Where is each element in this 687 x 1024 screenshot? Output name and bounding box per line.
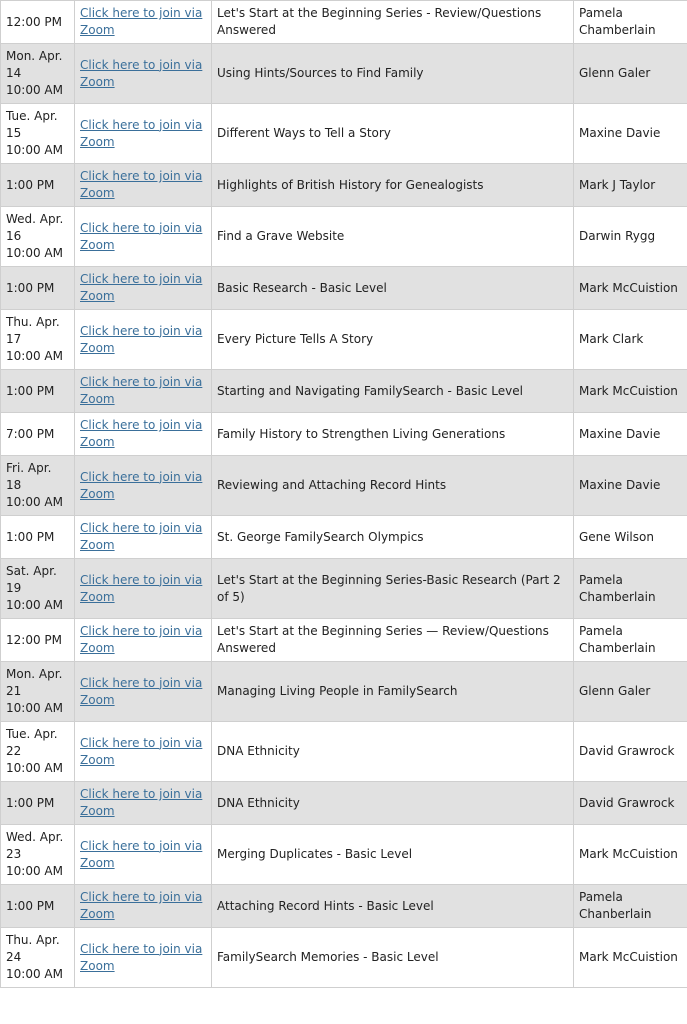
session-time — [1, 104, 75, 164]
session-time-line: Tue. Apr. — [6, 109, 58, 123]
session-title: Reviewing and Attaching Record Hints — [212, 456, 574, 516]
session-time — [1, 370, 75, 413]
zoom-join-link[interactable]: Click here to join via Zoom — [80, 675, 203, 707]
session-time-line: 12:00 PM — [6, 14, 62, 29]
presenter-name: Maxine Davie — [574, 456, 687, 516]
presenter-name: Mark J Taylor — [574, 164, 687, 207]
zoom-join-link[interactable]: Click here to join via Zoom — [80, 117, 203, 149]
schedule-row — [1, 722, 687, 782]
zoom-join-link[interactable]: Click here to join via Zoom — [80, 521, 203, 552]
zoom-join-link[interactable]: Click here to join via Zoom — [80, 787, 203, 818]
zoom-join-link[interactable]: Click here to join via Zoom — [80, 323, 203, 355]
zoom-link-cell — [75, 310, 212, 370]
zoom-link-cell — [75, 370, 212, 413]
zoom-link-cell — [75, 456, 212, 516]
zoom-link-cell — [75, 782, 212, 825]
zoom-link-cell — [75, 207, 212, 267]
zoom-link-cell — [75, 559, 212, 619]
presenter-name: Pamela Chamberlain — [574, 619, 687, 662]
zoom-link-cell — [75, 44, 212, 104]
zoom-link-cell — [75, 1, 212, 44]
zoom-join-link[interactable]: Click here to join via Zoom — [80, 169, 203, 200]
zoom-join-link[interactable]: Click here to join via Zoom — [80, 941, 203, 973]
presenter-name: Mark McCuistion — [574, 267, 687, 310]
schedule-row — [1, 164, 687, 207]
schedule-row — [1, 885, 687, 928]
presenter-name: Mark McCuistion — [574, 928, 687, 988]
zoom-join-link[interactable]: Click here to join via Zoom — [80, 890, 203, 921]
schedule-row — [1, 456, 687, 516]
zoom-join-link[interactable]: Click here to join via Zoom — [80, 469, 203, 501]
zoom-link-cell — [75, 516, 212, 559]
session-time — [1, 413, 75, 456]
schedule-row — [1, 413, 687, 456]
zoom-join-link[interactable]: Click here to join via Zoom — [80, 572, 203, 604]
session-time — [1, 825, 75, 885]
session-time-line: Thu. Apr. — [6, 933, 60, 947]
session-title: Managing Living People in FamilySearch — [212, 662, 574, 722]
session-time-line: 12:00 PM — [6, 632, 62, 647]
schedule-row — [1, 1, 687, 44]
session-time-line: 10:00 AM — [6, 761, 63, 775]
session-title: Basic Research - Basic Level — [212, 267, 574, 310]
session-title: Let's Start at the Beginning Series - Review/Questions Answered — [212, 1, 574, 44]
session-time — [1, 662, 75, 722]
session-time — [1, 885, 75, 928]
session-title: FamilySearch Memories - Basic Level — [212, 928, 574, 988]
zoom-join-link[interactable]: Click here to join via Zoom — [80, 838, 203, 870]
schedule-row — [1, 370, 687, 413]
session-title: DNA Ethnicity — [212, 782, 574, 825]
session-time-line: 10:00 AM — [6, 701, 63, 715]
zoom-join-link[interactable]: Click here to join via Zoom — [80, 57, 203, 89]
session-time-line: 19 — [6, 581, 22, 595]
session-time-line: 21 — [6, 684, 22, 698]
session-time — [1, 516, 75, 559]
session-time-line: 22 — [6, 744, 22, 758]
zoom-link-cell — [75, 413, 212, 456]
session-title: Highlights of British History for Genealogists — [212, 164, 574, 207]
zoom-link-cell — [75, 928, 212, 988]
session-time-line: 1:00 PM — [6, 383, 55, 398]
session-time-line: Mon. Apr. — [6, 49, 63, 63]
session-time-line: Wed. Apr. — [6, 830, 64, 844]
zoom-join-link[interactable]: Click here to join via Zoom — [80, 735, 203, 767]
schedule-row — [1, 104, 687, 164]
zoom-join-link[interactable]: Click here to join via Zoom — [80, 624, 203, 655]
presenter-name: Glenn Galer — [574, 44, 687, 104]
session-time-line: 10:00 AM — [6, 143, 63, 157]
session-time-line: Thu. Apr. — [6, 315, 60, 329]
session-time-line: 10:00 AM — [6, 83, 63, 97]
session-time-line: 23 — [6, 847, 22, 861]
schedule-row — [1, 782, 687, 825]
session-title: Let's Start at the Beginning Series-Basic Research (Part 2 of 5) — [212, 559, 574, 619]
session-time — [1, 164, 75, 207]
presenter-name: Pamela Chamberlain — [574, 559, 687, 619]
zoom-link-cell — [75, 164, 212, 207]
zoom-join-link[interactable]: Click here to join via Zoom — [80, 220, 203, 252]
session-time-line: 1:00 PM — [6, 795, 55, 810]
session-title: Every Picture Tells A Story — [212, 310, 574, 370]
session-time-line: 7:00 PM — [6, 426, 55, 441]
session-time-line: 10:00 AM — [6, 598, 63, 612]
presenter-name: Pamela Chanberlain — [574, 885, 687, 928]
presenter-name: Gene Wilson — [574, 516, 687, 559]
session-time — [1, 456, 75, 516]
session-time-line: 16 — [6, 229, 22, 243]
session-time — [1, 722, 75, 782]
zoom-join-link[interactable]: Click here to join via Zoom — [80, 272, 203, 303]
session-time-line: 1:00 PM — [6, 529, 55, 544]
session-time-line: 10:00 AM — [6, 967, 63, 981]
zoom-link-cell — [75, 267, 212, 310]
session-time — [1, 619, 75, 662]
schedule-row — [1, 662, 687, 722]
schedule-row — [1, 559, 687, 619]
session-time-line: Sat. Apr. — [6, 564, 57, 578]
zoom-join-link[interactable]: Click here to join via Zoom — [80, 418, 203, 449]
session-title: Let's Start at the Beginning Series — Review/Questions Answered — [212, 619, 574, 662]
session-time-line: 1:00 PM — [6, 280, 55, 295]
schedule-body — [1, 1, 687, 988]
session-time-line: 1:00 PM — [6, 177, 55, 192]
schedule-row — [1, 928, 687, 988]
session-time-line: Mon. Apr. — [6, 667, 63, 681]
session-title: Using Hints/Sources to Find Family — [212, 44, 574, 104]
presenter-name: Mark McCuistion — [574, 825, 687, 885]
presenter-name: Pamela Chamberlain — [574, 1, 687, 44]
schedule-row — [1, 825, 687, 885]
session-title: Starting and Navigating FamilySearch - Basic Level — [212, 370, 574, 413]
session-time-line: 10:00 AM — [6, 246, 63, 260]
session-title: Find a Grave Website — [212, 207, 574, 267]
zoom-link-cell — [75, 619, 212, 662]
zoom-join-link[interactable]: Click here to join via Zoom — [80, 375, 203, 406]
session-time-line: Fri. Apr. 18 — [6, 461, 52, 492]
zoom-join-link[interactable]: Click here to join via Zoom — [80, 6, 203, 37]
presenter-name: David Grawrock — [574, 722, 687, 782]
session-title: Different Ways to Tell a Story — [212, 104, 574, 164]
session-time — [1, 559, 75, 619]
presenter-name: David Grawrock — [574, 782, 687, 825]
session-time — [1, 1, 75, 44]
schedule-row — [1, 619, 687, 662]
schedule-row — [1, 310, 687, 370]
session-time-line: Wed. Apr. — [6, 212, 64, 226]
presenter-name: Darwin Rygg — [574, 207, 687, 267]
zoom-link-cell — [75, 662, 212, 722]
session-title: St. George FamilySearch Olympics — [212, 516, 574, 559]
session-time — [1, 267, 75, 310]
schedule-row — [1, 267, 687, 310]
session-time — [1, 782, 75, 825]
zoom-link-cell — [75, 722, 212, 782]
schedule-row — [1, 207, 687, 267]
session-time — [1, 310, 75, 370]
zoom-link-cell — [75, 825, 212, 885]
session-time — [1, 207, 75, 267]
presenter-name: Glenn Galer — [574, 662, 687, 722]
session-time — [1, 44, 75, 104]
session-time-line: 10:00 AM — [6, 349, 63, 363]
schedule-row — [1, 516, 687, 559]
session-title: Family History to Strengthen Living Generations — [212, 413, 574, 456]
zoom-link-cell — [75, 885, 212, 928]
session-title: DNA Ethnicity — [212, 722, 574, 782]
session-title: Merging Duplicates - Basic Level — [212, 825, 574, 885]
session-title: Attaching Record Hints - Basic Level — [212, 885, 574, 928]
presenter-name: Maxine Davie — [574, 104, 687, 164]
presenter-name: Maxine Davie — [574, 413, 687, 456]
session-time-line: 14 — [6, 66, 22, 80]
zoom-link-cell — [75, 104, 212, 164]
presenter-name: Mark McCuistion — [574, 370, 687, 413]
session-time-line: Tue. Apr. — [6, 727, 58, 741]
session-time-line: 10:00 AM — [6, 864, 63, 878]
session-time-line: 1:00 PM — [6, 898, 55, 913]
session-time-line: 15 — [6, 126, 22, 140]
session-time-line: 10:00 AM — [6, 495, 63, 509]
session-time-line: 17 — [6, 332, 22, 346]
session-time — [1, 928, 75, 988]
presenter-name: Mark Clark — [574, 310, 687, 370]
session-time-line: 24 — [6, 950, 22, 964]
schedule-row — [1, 44, 687, 104]
